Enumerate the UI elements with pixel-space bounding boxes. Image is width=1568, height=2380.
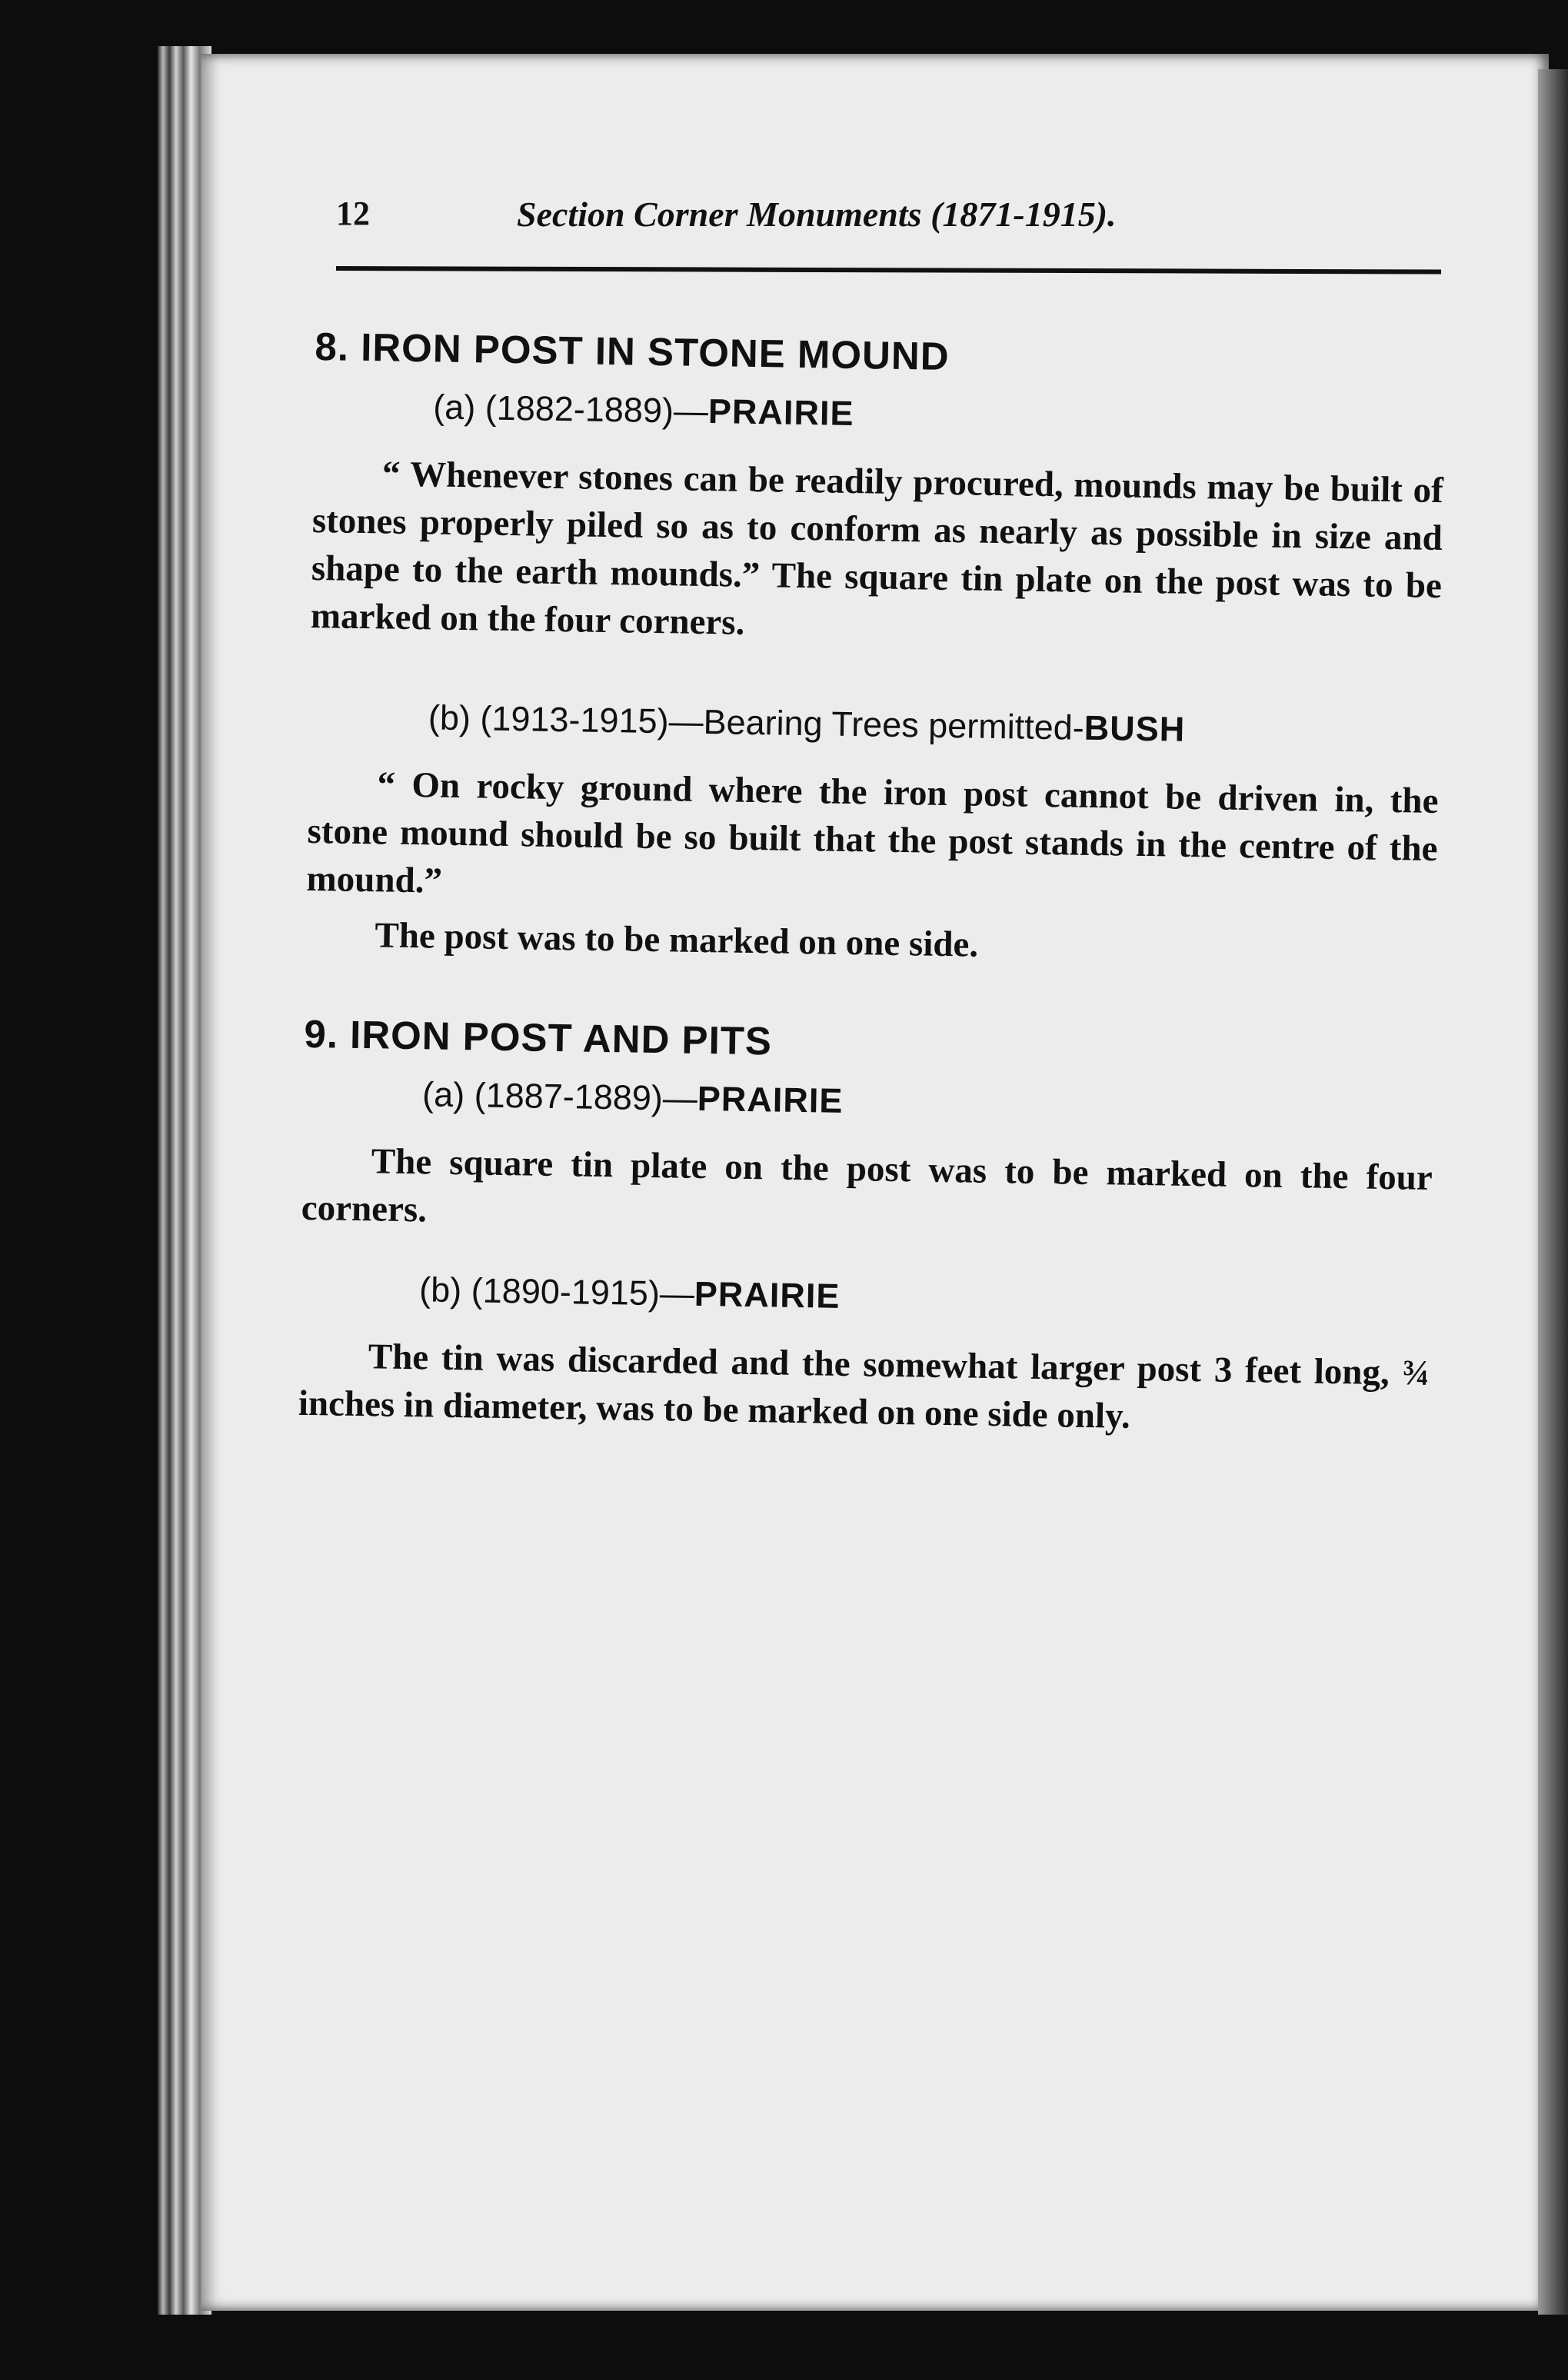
subsection-region: BUSH <box>1084 707 1186 749</box>
subsection-heading-9a <box>303 1069 1434 1134</box>
page-number: 12 <box>336 195 370 232</box>
section-heading-8: 8. IRON POST IN STONE MOUND <box>315 324 950 378</box>
running-title: Section Corner Monuments (1871-1915). <box>517 195 1117 234</box>
subsection-region: PRAIRIE <box>697 1078 844 1120</box>
paragraph-8b-1: “ On rocky ground where the iron post cannot be driven in, the stone mound should be so built that the post stands in the centre of the mound.” <box>306 764 1439 901</box>
page-header <box>336 194 1451 248</box>
subsection-heading-8a <box>314 381 1445 447</box>
subsection-dates: (1882-1889)— <box>484 388 709 431</box>
section-heading-9: 9. IRON POST AND PITS <box>304 1011 773 1064</box>
paragraph-8a: “ Whenever stones can be readily procured, mounds may be built of stones properly piled so as to conform as nearly as possible in size and shape to the earth mounds.” The square tin plate on the post was to be marked on the four corners. <box>310 454 1444 643</box>
subsection-label: (a) <box>421 1074 465 1115</box>
subsection-heading-9b <box>300 1264 1431 1330</box>
subsection-label: (b) <box>428 697 471 738</box>
subsection-label: (a) <box>432 387 476 428</box>
paragraph-8b-2: The post was to be marked on one side. <box>375 915 979 965</box>
subsection-dates: (1887-1889)— <box>474 1075 698 1118</box>
subsection-region: PRAIRIE <box>707 391 854 434</box>
subsection-dates: (1890-1915)— <box>471 1270 695 1313</box>
paragraph-9a: The square tin plate on the post was to be marked on the four corners. <box>301 1141 1433 1230</box>
subsection-dates: (1913-1915)—Bearing Trees permitted- <box>480 698 1085 747</box>
page-body <box>298 323 1445 1445</box>
page-edge-shadow <box>1538 69 1568 2315</box>
subsection-heading-8b <box>308 692 1440 757</box>
paragraph-9b: The tin was discarded and the somewhat larger post 3 feet long, ¾ inches in diameter, was to be marked on one side only. <box>298 1336 1430 1436</box>
subsection-region: PRAIRIE <box>694 1273 841 1316</box>
subsection-label: (b) <box>418 1270 462 1310</box>
